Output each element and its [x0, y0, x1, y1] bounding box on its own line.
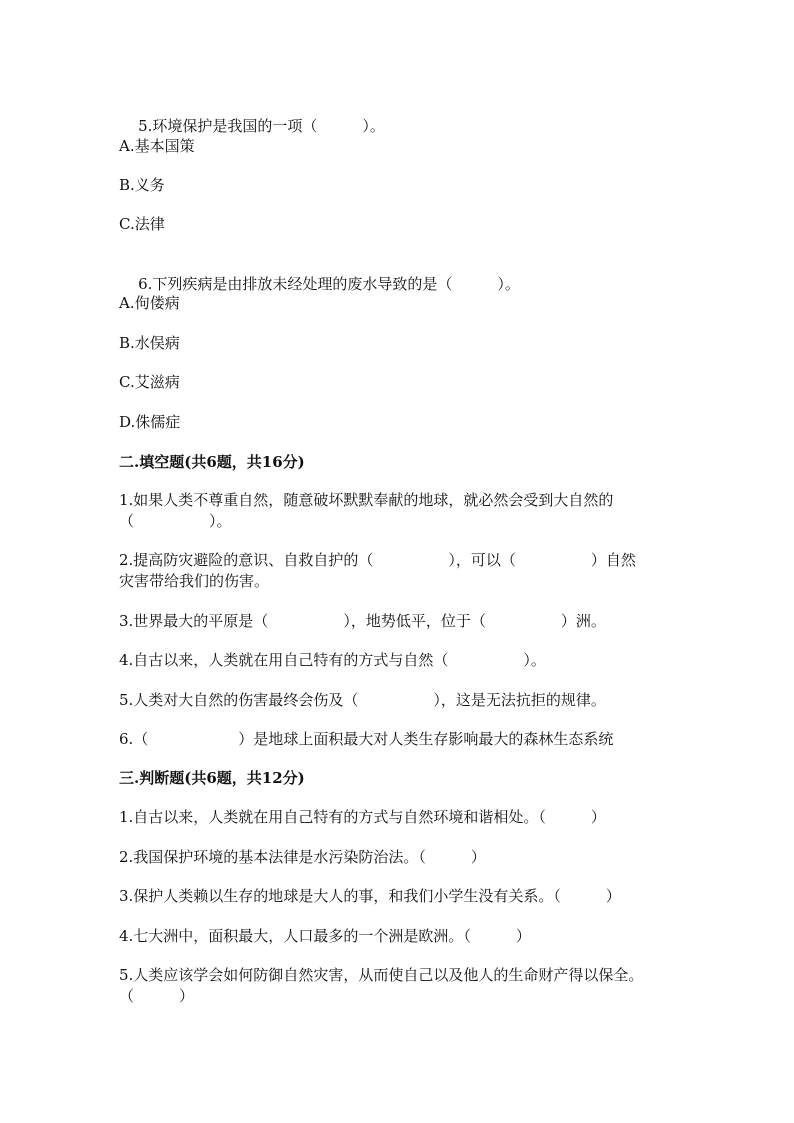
- section-heading-fill: 二.填空题(共6题，共16分): [119, 453, 305, 471]
- fill-question: 2.提高防灾避险的意识、自救自护的（ ），可以（ ）自然: [119, 551, 636, 569]
- option-item: B.水俣病: [119, 334, 180, 352]
- question-text: 环境保护是我国的一项（ ）。: [152, 117, 385, 135]
- option-item: D.侏儒症: [119, 413, 181, 431]
- judge-question: 4.七大洲中，面积最大，人口最多的一个洲是欧洲。（ ）: [119, 927, 531, 945]
- judge-question: 2.我国保护环境的基本法律是水污染防治法。（ ）: [119, 848, 486, 866]
- option-item: C.法律: [119, 215, 165, 233]
- fill-question-continued: 灾害带给我们的伤害。: [119, 572, 270, 590]
- judge-question-continued: （ ）: [119, 987, 195, 1005]
- judge-question: 5.人类应该学会如何防御自然灾害，从而使自己以及他人的生命财产得以保全。: [119, 966, 644, 984]
- fill-question: 4.自古以来，人类就在用自己特有的方式与自然（ ）。: [119, 651, 546, 669]
- fill-question-continued: （ ）。: [119, 512, 232, 530]
- question-number: 6.: [138, 275, 153, 293]
- section-heading-judge: 三.判断题(共6题，共12分): [119, 769, 305, 787]
- fill-question: 3.世界最大的平原是（ ），地势低平，位于（ ）洲。: [119, 612, 606, 630]
- fill-question: 1.如果人类不尊重自然，随意破坏默默奉献的地球，就必然会受到大自然的: [119, 491, 614, 509]
- option-item: C.艾滋病: [119, 373, 180, 391]
- option-item: B.义务: [119, 176, 165, 194]
- judge-question: 1.自古以来，人类就在用自己特有的方式与自然环境和谐相处。（ ）: [119, 808, 606, 826]
- question-text: 下列疾病是由排放未经处理的废水导致的是（ ）。: [152, 275, 520, 293]
- fill-question: 5.人类对大自然的伤害最终会伤及（ ），这是无法抗拒的规律。: [119, 691, 606, 709]
- option-item: A.基本国策: [119, 137, 195, 155]
- option-item: A.佝偻病: [119, 294, 180, 312]
- question-number: 5.: [138, 117, 153, 135]
- judge-question: 3.保护人类赖以生存的地球是大人的事，和我们小学生没有关系。（ ）: [119, 887, 621, 905]
- fill-question: 6.（ ）是地球上面积最大对人类生存影响最大的森林生态系统: [119, 730, 614, 748]
